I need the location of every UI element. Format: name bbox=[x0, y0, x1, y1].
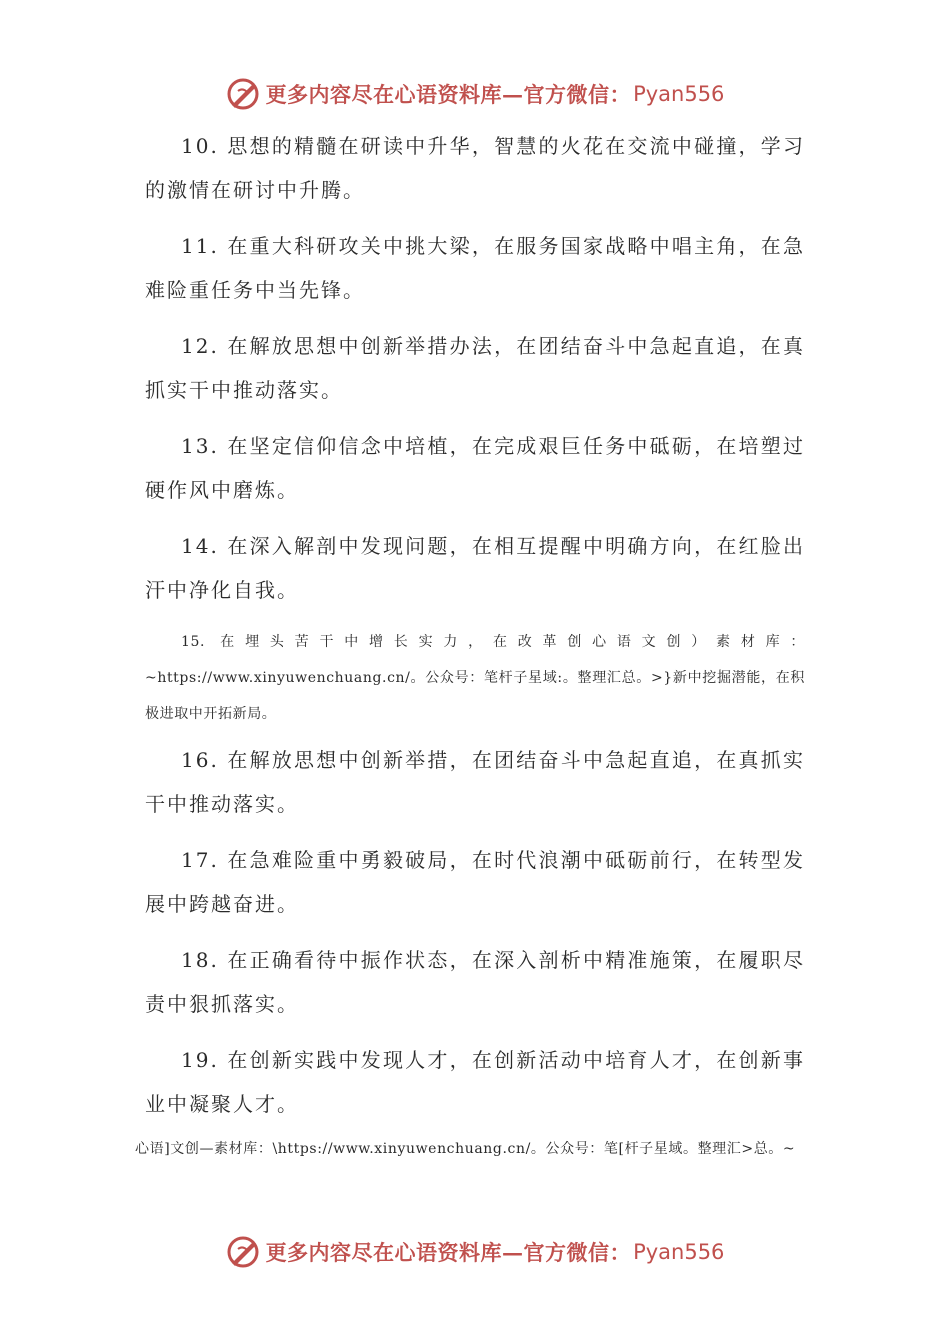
paragraph-12: 12. 在解放思想中创新举措办法，在团结奋斗中急起直追，在真抓实干中推动落实。 bbox=[145, 334, 805, 402]
footnote: 心语]文创—素材库：\https://www.xinyuwenchuang.cn/。公众号：笔[杆子星域。整理汇>总。~ bbox=[135, 1141, 796, 1157]
paragraph-14: 14. 在深入解剖中发现问题，在相互提醒中明确方向，在红脸出汗中净化自我。 bbox=[145, 534, 805, 602]
paragraph-17: 17. 在急难险重中勇毅破局，在时代浪潮中砥砺前行，在转型发展中跨越奋进。 bbox=[145, 848, 805, 916]
banner-handle: Pyan556 bbox=[633, 82, 725, 106]
paragraph-16: 16. 在解放思想中创新举措，在团结奋斗中急起直追，在真抓实干中推动落实。 bbox=[145, 748, 805, 816]
paragraph-19: 19. 在创新实践中发现人才，在创新活动中培育人才，在创新事业中凝聚人才。 bbox=[145, 1048, 805, 1116]
paragraph-15: 15. 在埋头苦干中增长实力，在改革创心语文创）素材库：~https://www.xinyuwenchuang.cn/。公众号：笔杆子星域:。整理汇总。>}新中挖掘潜能，在积极进取中开拓新局。 bbox=[145, 634, 805, 722]
banner-handle: Pyan556 bbox=[633, 1240, 725, 1264]
pen-logo-icon bbox=[226, 1235, 260, 1269]
pen-logo-icon bbox=[226, 77, 260, 111]
banner-text: 更多内容尽在心语资料库—官方微信： bbox=[265, 82, 632, 107]
paragraph-13: 13. 在坚定信仰信念中培植，在完成艰巨任务中砥砺，在培塑过硬作风中磨炼。 bbox=[145, 434, 805, 502]
footer-banner bbox=[0, 1230, 950, 1274]
paragraph-10: 10. 思想的精髓在研读中升华，智慧的火花在交流中碰撞，学习的激情在研讨中升腾。 bbox=[145, 134, 805, 202]
banner-text: 更多内容尽在心语资料库—官方微信： bbox=[265, 1240, 632, 1265]
paragraph-18: 18. 在正确看待中振作状态，在深入剖析中精准施策，在履职尽责中狠抓落实。 bbox=[145, 948, 805, 1016]
document-body bbox=[145, 124, 805, 1138]
header-banner bbox=[0, 72, 950, 116]
paragraph-11: 11. 在重大科研攻关中挑大梁，在服务国家战略中唱主角，在急难险重任务中当先锋。 bbox=[145, 234, 805, 302]
